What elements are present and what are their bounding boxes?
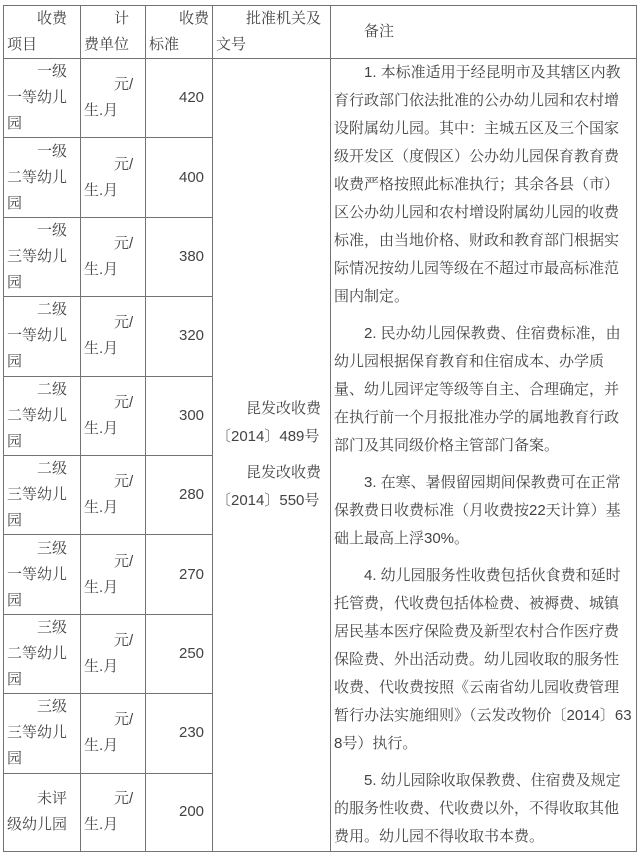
table-header-row	[4, 6, 637, 59]
unit-cell: 元/生.月	[81, 455, 146, 534]
remark-paragraph: 3. 在寒、暑假留园期间保教费可在正常保教费日收费标准（月收费按22天计算）基础上最高上浮30%。	[334, 474, 621, 547]
table-row	[4, 59, 637, 138]
price-cell: 200	[146, 773, 213, 851]
price-cell: 320	[146, 297, 213, 376]
price-cell: 250	[146, 614, 213, 693]
fee-item-cell: 三级二等幼儿园	[4, 614, 81, 693]
remarks-cell	[331, 59, 637, 852]
unit-cell: 元/生.月	[81, 694, 146, 773]
unit-cell: 元/生.月	[81, 217, 146, 296]
price-cell: 230	[146, 694, 213, 773]
fee-item-cell: 二级一等幼儿园	[4, 297, 81, 376]
price-cell: 380	[146, 217, 213, 296]
unit-cell: 元/生.月	[81, 138, 146, 217]
remark-paragraph: 2. 民办幼儿园保教费、住宿费标准，由幼儿园根据保育教育和住宿成本、办学质量、幼儿园评定等级等自主、合理确定，并在执行前一个月报批准办学的属地教育行政部门及其同级价格主管部门备案。	[334, 325, 621, 454]
approval-document: 昆发改收费〔2014〕489号	[216, 400, 322, 445]
header-approval-authority: 批准机关及文号	[213, 6, 331, 59]
fee-item-cell: 一级二等幼儿园	[4, 138, 81, 217]
unit-cell: 元/生.月	[81, 773, 146, 851]
fee-item-cell: 三级一等幼儿园	[4, 535, 81, 614]
fee-item-cell: 二级二等幼儿园	[4, 376, 81, 455]
fee-item-cell: 三级三等幼儿园	[4, 694, 81, 773]
header-billing-unit: 计费单位	[81, 6, 146, 59]
fee-item-cell: 未评级幼儿园	[4, 773, 81, 851]
fee-standards-table	[3, 5, 637, 852]
header-fee-item: 收费项目	[4, 6, 81, 59]
remark-paragraph: 4. 幼儿园服务性收费包括伙食费和延时托管费，代收费包括体检费、被褥费、城镇居民基本医疗保险费及新型农村合作医疗费保险费、外出活动费。幼儿园收取的服务性收费、代收费按照《云南省幼儿园收费管理暂行办法实施细则》（云发改物价〔2014〕638号）执行。	[334, 567, 632, 752]
approval-documents-cell	[213, 59, 331, 852]
fee-item-cell: 一级一等幼儿园	[4, 59, 81, 138]
header-remarks: 备注	[331, 6, 637, 59]
price-cell: 280	[146, 455, 213, 534]
price-cell: 270	[146, 535, 213, 614]
remark-paragraph: 5. 幼儿园除收取保教费、住宿费及规定的服务性收费、代收费以外，不得收取其他费用。幼儿园不得收取书本费。	[334, 772, 621, 845]
fee-item-cell: 二级三等幼儿园	[4, 455, 81, 534]
unit-cell: 元/生.月	[81, 297, 146, 376]
unit-cell: 元/生.月	[81, 376, 146, 455]
price-cell: 400	[146, 138, 213, 217]
unit-cell: 元/生.月	[81, 614, 146, 693]
remark-paragraph: 1. 本标准适用于经昆明市及其辖区内教育行政部门依法批准的公办幼儿园和农村增设附属幼儿园。其中：主城五区及三个国家级开发区（度假区）公办幼儿园保育教育费收费严格按照此标准执行；其余各县（市）区公办幼儿园和农村增设附属幼儿园的收费标准，由当地价格、财政和教育部门根据实际情况按幼儿园等级在不超过市最高标准范围内制定。	[334, 64, 621, 305]
approval-document: 昆发改收费〔2014〕550号	[216, 464, 322, 509]
unit-cell: 元/生.月	[81, 535, 146, 614]
fee-item-cell: 一级三等幼儿园	[4, 217, 81, 296]
price-cell: 420	[146, 59, 213, 138]
header-fee-standard: 收费标准	[146, 6, 213, 59]
price-cell: 300	[146, 376, 213, 455]
unit-cell: 元/生.月	[81, 59, 146, 138]
